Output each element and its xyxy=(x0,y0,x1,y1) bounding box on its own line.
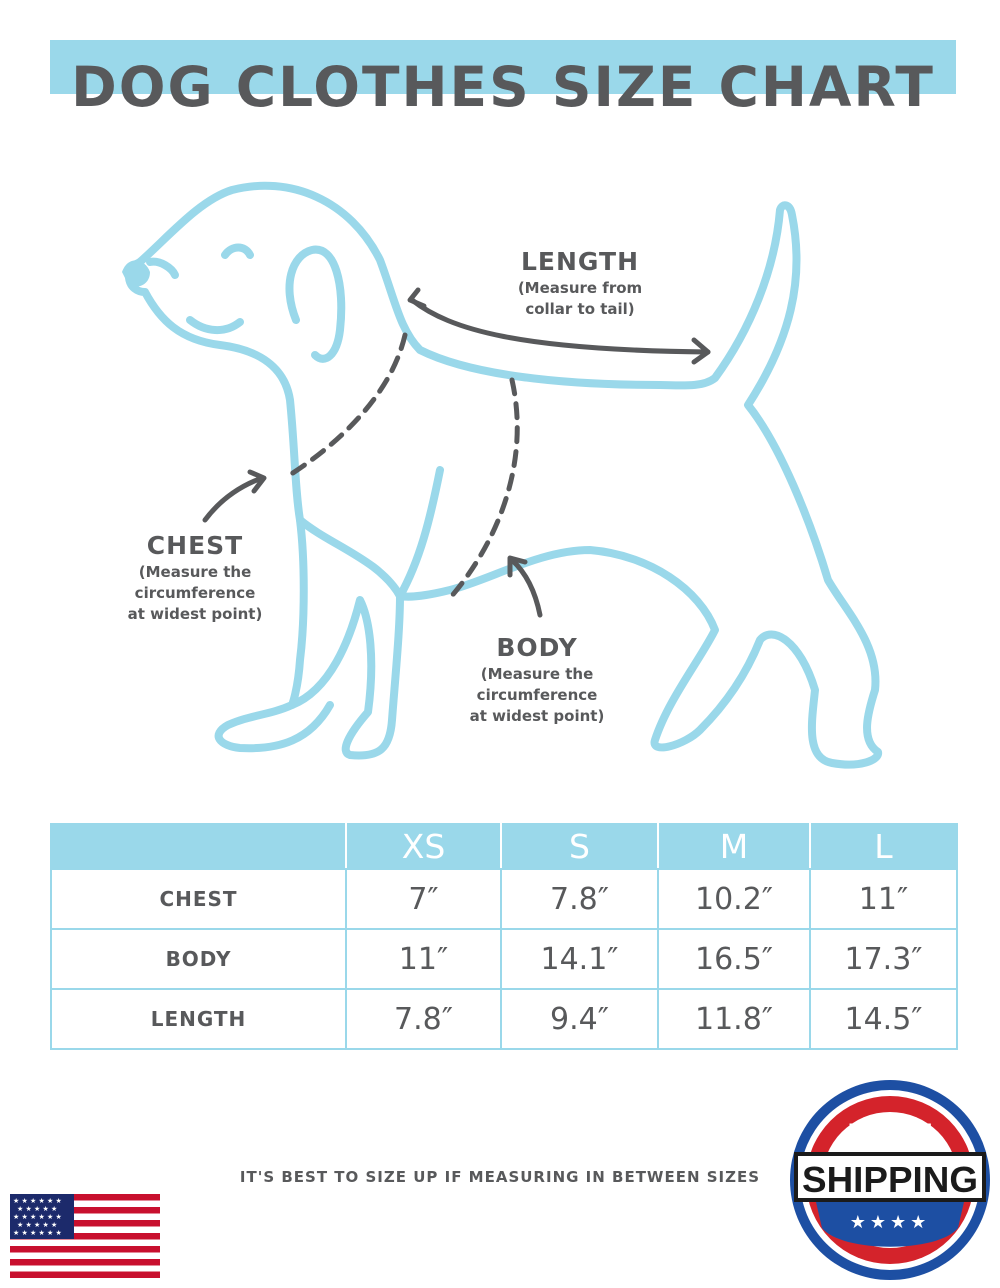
body-label-sub1: (Measure the xyxy=(480,665,594,683)
body-dashed-line xyxy=(450,380,517,598)
table-row xyxy=(51,989,957,1049)
size-header-blank xyxy=(51,824,346,869)
row-label-length: LENGTH xyxy=(51,989,346,1049)
length-label-sub1: (Measure from xyxy=(517,279,643,297)
chest-label-head: CHEST xyxy=(146,531,244,560)
size-header-row xyxy=(51,824,957,869)
table-cell: 11″ xyxy=(810,869,957,929)
chest-dashed-line xyxy=(285,335,405,478)
body-label-sub3: at widest point) xyxy=(469,707,605,725)
size-header-s: S xyxy=(501,824,658,869)
chest-label-sub3: at widest point) xyxy=(127,605,263,623)
chest-arrow xyxy=(205,478,262,520)
table-cell: 7.8″ xyxy=(501,869,658,929)
table-cell: 10.2″ xyxy=(658,869,810,929)
table-cell: 11″ xyxy=(346,929,501,989)
row-label-chest: CHEST xyxy=(51,869,346,929)
svg-text:★ ★ ★ ★ ★ ★: ★ ★ ★ ★ ★ ★ xyxy=(13,1213,62,1221)
table-cell: 9.4″ xyxy=(501,989,658,1049)
row-label-body: BODY xyxy=(51,929,346,989)
size-header-xs: XS xyxy=(346,824,501,869)
chest-label xyxy=(100,530,290,625)
size-header-l: L xyxy=(810,824,957,869)
size-header-m: M xyxy=(658,824,810,869)
us-flag-icon xyxy=(10,1194,160,1278)
body-label xyxy=(442,632,632,727)
table-row xyxy=(51,929,957,989)
table-cell: 11.8″ xyxy=(658,989,810,1049)
page-title: DOG CLOTHES SIZE CHART xyxy=(71,55,935,119)
badge-free-text: FREE xyxy=(847,1117,933,1153)
table-row xyxy=(51,869,957,929)
chest-label-sub1: (Measure the xyxy=(138,563,252,581)
table-cell: 17.3″ xyxy=(810,929,957,989)
svg-text:★ ★ ★ ★ ★ ★: ★ ★ ★ ★ ★ ★ xyxy=(13,1229,62,1237)
length-label-head: LENGTH xyxy=(521,247,639,276)
length-label xyxy=(470,246,690,320)
length-label-sub2: collar to tail) xyxy=(525,300,635,318)
badge-stars: ★★★★ xyxy=(849,1212,931,1233)
badge-shipping-text: SHIPPING xyxy=(802,1159,978,1200)
svg-text:★ ★ ★ ★ ★: ★ ★ ★ ★ ★ xyxy=(17,1221,58,1229)
table-cell: 7″ xyxy=(346,869,501,929)
sizing-note: IT'S BEST TO SIZE UP IF MEASURING IN BETWEEN SIZES xyxy=(239,1168,761,1186)
body-label-sub2: circumference xyxy=(476,686,598,704)
chest-label-sub2: circumference xyxy=(134,584,256,602)
table-cell: 7.8″ xyxy=(346,989,501,1049)
table-cell: 16.5″ xyxy=(658,929,810,989)
size-table xyxy=(50,823,958,1050)
svg-text:★ ★ ★ ★ ★ ★: ★ ★ ★ ★ ★ ★ xyxy=(13,1197,62,1205)
table-cell: 14.5″ xyxy=(810,989,957,1049)
body-label-head: BODY xyxy=(496,633,578,662)
svg-text:★ ★ ★ ★ ★: ★ ★ ★ ★ ★ xyxy=(17,1205,58,1213)
table-cell: 14.1″ xyxy=(501,929,658,989)
free-shipping-badge xyxy=(788,1078,992,1282)
